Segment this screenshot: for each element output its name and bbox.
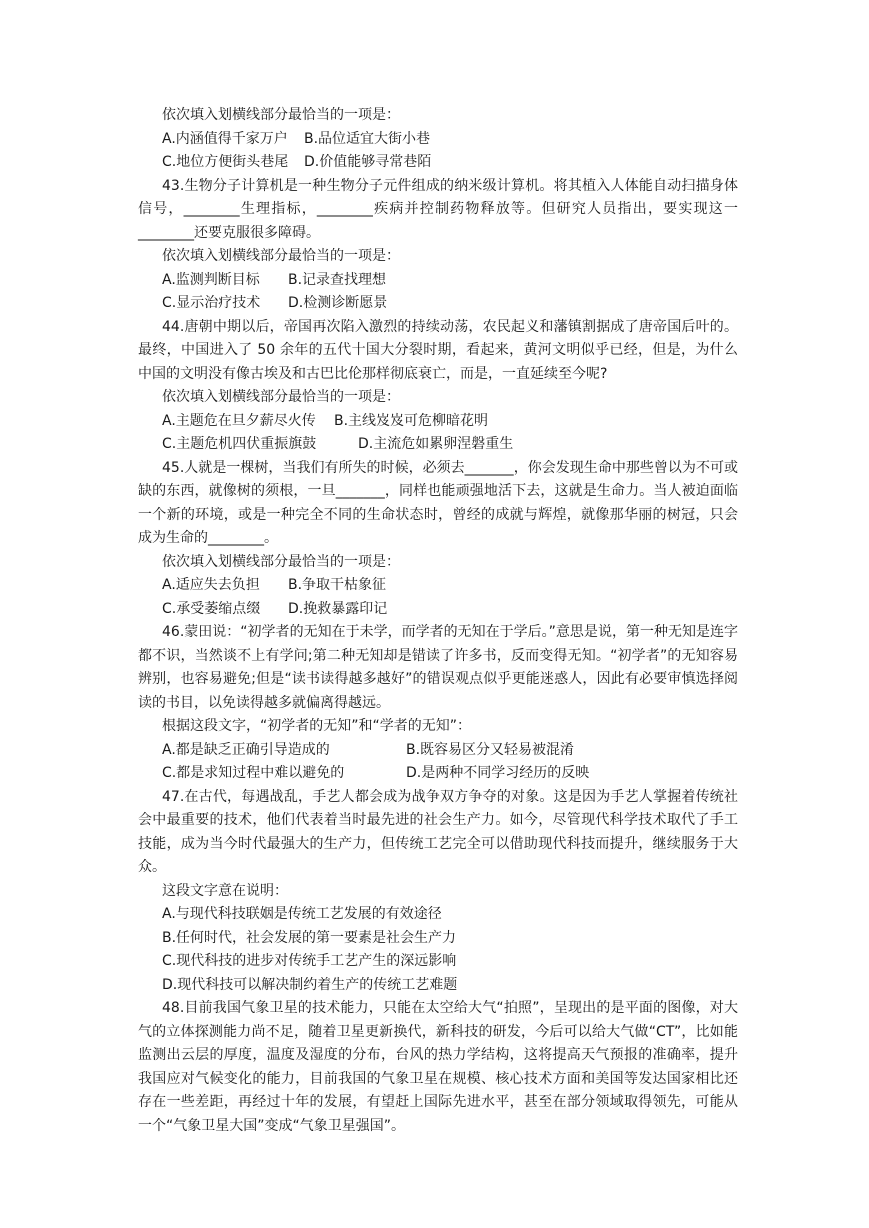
q45-option-a: A.适应失去负担 [162, 577, 260, 593]
q47-option-b: B.任何时代，社会发展的第一要素是社会生产力 [162, 929, 457, 946]
q44-options-row-2 [138, 433, 738, 457]
q43-text: 43.生物分子计算机是一种生物分子元件组成的纳米级计算机。将其植入人体能自动扫描身体信号，________生理指标，________疾病并控制药物释放等。但研究人员指出，要实现这一________还要克服很多障碍。 [138, 177, 738, 241]
q48-text: 48.目前我国气象卫星的技术能力，只能在太空给大气“拍照”，呈现出的是平面的图像，对大气的立体探测能力尚不足，随着卫星更新换代，新科技的研发，今后可以给大气做“CT”，比如能监测出云层的厚度，温度及湿度的分布，台风的热力学结构，这将提高天气预报的准确率，提升我国应对气候变化的能力，目前我国的气象卫星在规模、核心技术方面和美国等发达国家相比还存在一些差距，再经过十年的发展，有望赶上国际先进水平，甚至在部分领域取得领先，可能从一个“气象卫星大国”变成“气象卫星强国”。 [138, 1000, 738, 1134]
q47-text: 47.在古代，每遇战乱，手艺人都会成为战争双方争夺的对象。这是因为手艺人掌握着传统社会中最重要的技术，他们代表着当时最先进的社会生产力。如今，尽管现代科学技术取代了手工技能，成为当今时代最强大的生产力，但传统工艺完全可以借助现代科技而提升，继续服务于大众。 [138, 788, 738, 875]
q46-option-d: D.是两种不同学习经历的反映 [406, 765, 590, 781]
q43-option-c: C.显示治疗技术 [162, 295, 261, 311]
q47-option-c: C.现代科技的进步对传统手工艺产生的深远影响 [162, 953, 457, 969]
q43-options-row-2 [138, 292, 738, 316]
q45-option-b: B.争取干枯象征 [288, 577, 387, 593]
q45-options-row-1 [138, 574, 738, 598]
q43-option-b: B.记录查找理想 [288, 271, 387, 288]
q44-option-a: A.主题危在旦夕薪尽火传 [162, 412, 316, 429]
q44-text: 44.唐朝中期以后，帝国再次陷入激烈的持续动荡，农民起义和藩镇割据成了唐帝国后叶的。最终，中国进入了 50 余年的五代十国大分裂时期，看起来，黄河文明似乎已经，但是，为什么中国的文明没有像古埃及和古巴比伦那样彻底衰亡，而是，一直延续至今呢? [138, 318, 738, 382]
q43-options-row-1 [138, 269, 738, 293]
document-body [138, 104, 738, 1138]
q44-option-b: B.主线岌岌可危柳暗花明 [334, 412, 489, 429]
q43-option-a: A.监测判断目标 [162, 271, 260, 288]
q45-option-d: D.挽救暴露印记 [288, 600, 388, 617]
q47-option-a: A.与现代科技联姻是传统工艺发展的有效途径 [162, 906, 442, 922]
q46-prompt: 根据这段文字，“初学者的无知”和“学者的无知”： [162, 718, 472, 734]
q46-text: 46.蒙田说：“初学者的无知在于未学，而学者的无知在于学后。”意思是说，第一种无知是连字都不识，当然谈不上有学问;第二种无知却是错读了许多书，反而变得无知。“初学者”的无知容易辨别，也容易避免;但是“读书读得越多越好”的错误观点似乎更能迷惑人，因此有必要审慎选择阅读的书目，以免读得越多就偏离得越远。 [138, 624, 738, 711]
q44-prompt: 依次填入划横线部分最恰当的一项是： [162, 389, 400, 405]
q46-options-row-2 [138, 762, 738, 786]
q45-options-row-2 [138, 598, 738, 622]
q42-options-row-1 [138, 128, 738, 152]
q46-options-row-1 [138, 739, 738, 763]
q47-prompt: 这段文字意在说明： [162, 882, 288, 899]
q45-option-c: C.承受萎缩点缀 [162, 600, 261, 617]
q45-text: 45.人就是一棵树，当我们有所失的时候，必须去_______，你会发现生命中那些曾以为不可或缺的东西，就像树的须根，一旦_______，同样也能顽强地活下去，这就是生命力。当人被迫面临一个新的环境，或是一种完全不同的生命状态时，曾经的成就与辉煌，就像那华丽的树冠，只会成为生命的________。 [138, 459, 738, 546]
q46-option-b: B.既容易区分又轻易被混淆 [406, 741, 575, 758]
q46-option-a: A.都是缺乏正确引导造成的 [162, 741, 330, 758]
q46-option-c: C.都是求知过程中难以避免的 [162, 765, 345, 781]
q44-option-d: D.主流危如累卵涅磐重生 [358, 436, 514, 452]
q43-prompt: 依次填入划横线部分最恰当的一项是： [162, 248, 400, 264]
q42-prompt: 依次填入划横线部分最恰当的一项是： [162, 107, 400, 123]
q47-option-d: D.现代科技可以解决制约着生产的传统工艺难题 [162, 976, 458, 993]
q42-option-a: A.内涵值得千家万户 [162, 130, 288, 147]
q43-option-d: D.检测诊断愿景 [288, 295, 388, 311]
q42-option-b: B.品位适宜大街小巷 [304, 130, 431, 147]
q42-options-row-2 [138, 151, 738, 175]
q45-prompt: 依次填入划横线部分最恰当的一项是： [162, 553, 400, 570]
q42-option-c: C.地位方便街头巷尾 [162, 154, 289, 170]
q44-options-row-1 [138, 410, 738, 434]
q44-option-c: C.主题危机四伏重振旗鼓 [162, 436, 317, 452]
q42-option-d: D.价值能够寻常巷陌 [304, 154, 432, 170]
